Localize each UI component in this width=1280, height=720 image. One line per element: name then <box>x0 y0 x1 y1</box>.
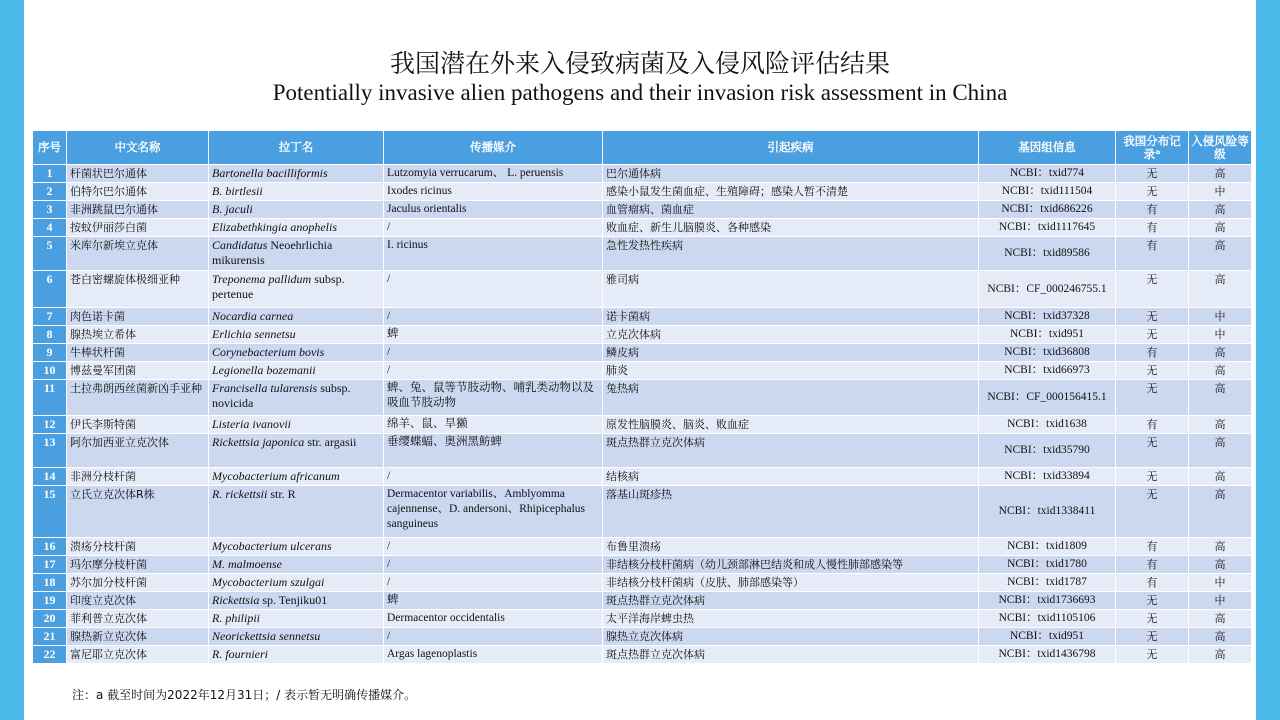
latin-name-italic: Bartonella bacilliformis <box>212 166 328 180</box>
latin-name-italic: Mycobacterium szulgai <box>212 575 325 589</box>
cell-no: 6 <box>33 271 67 308</box>
latin-name-italic: Candidatus <box>212 238 268 252</box>
cell-china-record: 有 <box>1116 237 1189 271</box>
cell-latin-name <box>209 271 384 308</box>
table-row <box>33 183 1252 201</box>
cell-risk-level: 高 <box>1189 219 1252 237</box>
cell-china-record: 无 <box>1116 326 1189 344</box>
cell-vector: I. ricinus <box>384 237 603 271</box>
cell-chinese-name: 印度立克次体 <box>67 592 209 610</box>
header-genome: 基因组信息 <box>979 131 1116 165</box>
cell-vector: 绵羊、鼠、旱獭 <box>384 416 603 434</box>
cell-china-record: 无 <box>1116 380 1189 416</box>
latin-name-italic: Neorickettsia sennetsu <box>212 629 321 643</box>
latin-name-italic: Rickettsia japonica <box>212 435 305 449</box>
cell-genome: NCBI：txid951 <box>979 628 1116 646</box>
table-row <box>33 486 1252 538</box>
cell-china-record: 无 <box>1116 362 1189 380</box>
cell-genome: NCBI：txid1338411 <box>979 486 1116 538</box>
latin-name-italic: M. malmoense <box>212 557 282 571</box>
cell-chinese-name: 杆菌状巴尔通体 <box>67 165 209 183</box>
cell-chinese-name: 土拉弗朗西丝菌新凶手亚种 <box>67 380 209 416</box>
cell-vector: 蜱 <box>384 326 603 344</box>
cell-chinese-name: 牛棒状杆菌 <box>67 344 209 362</box>
latin-name-suffix: subsp. novicida <box>212 381 351 410</box>
cell-chinese-name: 富尼耶立克次体 <box>67 646 209 664</box>
latin-name-italic: Mycobacterium africanum <box>212 469 340 483</box>
cell-risk-level: 中 <box>1189 592 1252 610</box>
cell-latin-name <box>209 344 384 362</box>
cell-risk-level: 高 <box>1189 362 1252 380</box>
cell-genome: NCBI：CF_000156415.1 <box>979 380 1116 416</box>
cell-vector: 蜱 <box>384 592 603 610</box>
cell-china-record: 无 <box>1116 646 1189 664</box>
table-row <box>33 380 1252 416</box>
cell-china-record: 无 <box>1116 592 1189 610</box>
cell-no: 9 <box>33 344 67 362</box>
cell-china-record: 无 <box>1116 271 1189 308</box>
cell-risk-level: 高 <box>1189 434 1252 468</box>
latin-name-suffix: Neoehrlichia mikurensis <box>212 238 333 267</box>
table-row <box>33 362 1252 380</box>
cell-risk-level: 高 <box>1189 468 1252 486</box>
cell-chinese-name: 米库尔新埃立克体 <box>67 237 209 271</box>
cell-china-record: 无 <box>1116 165 1189 183</box>
cell-chinese-name: 伊氏李斯特菌 <box>67 416 209 434</box>
cell-no: 16 <box>33 538 67 556</box>
table-row <box>33 592 1252 610</box>
cell-no: 4 <box>33 219 67 237</box>
cell-vector: / <box>384 468 603 486</box>
cell-genome: NCBI：txid686226 <box>979 201 1116 219</box>
cell-china-record: 有 <box>1116 416 1189 434</box>
header-no: 序号 <box>33 131 67 165</box>
cell-genome: NCBI：txid774 <box>979 165 1116 183</box>
latin-name-italic: Francisella tularensis <box>212 381 318 395</box>
header-vector: 传播媒介 <box>384 131 603 165</box>
cell-genome: NCBI：txid1787 <box>979 574 1116 592</box>
cell-genome: NCBI：txid35790 <box>979 434 1116 468</box>
cell-disease: 兔热病 <box>603 380 979 416</box>
latin-name-italic: B. birtlesii <box>212 184 263 198</box>
cell-china-record: 无 <box>1116 468 1189 486</box>
cell-vector: / <box>384 308 603 326</box>
cell-chinese-name: 按蚊伊丽莎白菌 <box>67 219 209 237</box>
cell-latin-name <box>209 592 384 610</box>
latin-name-suffix: str. argasii <box>304 435 357 449</box>
cell-no: 22 <box>33 646 67 664</box>
cell-china-record: 有 <box>1116 219 1189 237</box>
cell-china-record: 无 <box>1116 434 1189 468</box>
cell-disease: 非结核分枝杆菌病（皮肤、肺部感染等） <box>603 574 979 592</box>
cell-latin-name <box>209 237 384 271</box>
cell-chinese-name: 非洲分枝杆菌 <box>67 468 209 486</box>
table-row <box>33 219 1252 237</box>
cell-china-record: 有 <box>1116 538 1189 556</box>
latin-name-italic: R. philipii <box>212 611 260 625</box>
footnote: 注：a 截至时间为2022年12月31日；/ 表示暂无明确传播媒介。 <box>72 688 417 702</box>
cell-china-record: 有 <box>1116 201 1189 219</box>
cell-latin-name <box>209 468 384 486</box>
cell-disease: 斑点热群立克次体病 <box>603 592 979 610</box>
cell-latin-name <box>209 326 384 344</box>
cell-vector: Dermacentor variabilis、Amblyomma cajennense、D. andersoni、Rhipicephalus sanguineus <box>384 486 603 538</box>
table-row <box>33 201 1252 219</box>
table-row <box>33 468 1252 486</box>
cell-disease: 布鲁里溃疡 <box>603 538 979 556</box>
cell-no: 12 <box>33 416 67 434</box>
cell-china-record: 无 <box>1116 308 1189 326</box>
cell-chinese-name: 博兹曼军团菌 <box>67 362 209 380</box>
cell-risk-level: 高 <box>1189 201 1252 219</box>
header-chinese-name: 中文名称 <box>67 131 209 165</box>
cell-risk-level: 高 <box>1189 486 1252 538</box>
cell-no: 14 <box>33 468 67 486</box>
cell-latin-name <box>209 574 384 592</box>
cell-vector: / <box>384 344 603 362</box>
cell-genome: NCBI：txid1780 <box>979 556 1116 574</box>
cell-latin-name <box>209 308 384 326</box>
cell-no: 1 <box>33 165 67 183</box>
cell-china-record: 无 <box>1116 183 1189 201</box>
latin-name-italic: Elizabethkingia anophelis <box>212 220 337 234</box>
cell-latin-name <box>209 538 384 556</box>
header-latin-name: 拉丁名 <box>209 131 384 165</box>
latin-name-italic: Treponema pallidum <box>212 272 312 286</box>
latin-name-italic: Mycobacterium ulcerans <box>212 539 332 553</box>
cell-china-record: 有 <box>1116 344 1189 362</box>
cell-vector: Dermacentor occidentalis <box>384 610 603 628</box>
cell-risk-level: 中 <box>1189 183 1252 201</box>
cell-latin-name <box>209 362 384 380</box>
cell-no: 21 <box>33 628 67 646</box>
cell-risk-level: 高 <box>1189 628 1252 646</box>
cell-vector: / <box>384 556 603 574</box>
cell-vector: 蜱、兔、鼠等节肢动物、哺乳类动物以及吸血节肢动物 <box>384 380 603 416</box>
cell-disease: 肺炎 <box>603 362 979 380</box>
latin-name-suffix: str. R <box>267 487 296 501</box>
latin-name-italic: Erlichia sennetsu <box>212 327 296 341</box>
cell-genome: NCBI：txid951 <box>979 326 1116 344</box>
cell-chinese-name: 立氏立克次体R株 <box>67 486 209 538</box>
cell-china-record: 无 <box>1116 486 1189 538</box>
cell-vector: Jaculus orientalis <box>384 201 603 219</box>
cell-risk-level: 高 <box>1189 556 1252 574</box>
cell-genome: NCBI：txid111504 <box>979 183 1116 201</box>
cell-disease: 急性发热性疾病 <box>603 237 979 271</box>
cell-disease: 斑点热群立克次体病 <box>603 646 979 664</box>
cell-disease: 败血症、新生儿脑膜炎、各种感染 <box>603 219 979 237</box>
title-english: Potentially invasive alien pathogens and their invasion risk assessment in China <box>272 80 1008 105</box>
cell-risk-level: 高 <box>1189 271 1252 308</box>
cell-risk-level: 高 <box>1189 344 1252 362</box>
cell-no: 8 <box>33 326 67 344</box>
cell-disease: 血管瘤病、菌血症 <box>603 201 979 219</box>
cell-genome: NCBI：txid1436798 <box>979 646 1116 664</box>
cell-genome: NCBI：txid33894 <box>979 468 1116 486</box>
cell-risk-level: 中 <box>1189 326 1252 344</box>
cell-risk-level: 中 <box>1189 308 1252 326</box>
cell-latin-name <box>209 434 384 468</box>
cell-latin-name <box>209 380 384 416</box>
cell-latin-name <box>209 486 384 538</box>
cell-disease: 结核病 <box>603 468 979 486</box>
cell-no: 11 <box>33 380 67 416</box>
table-row <box>33 556 1252 574</box>
cell-genome: NCBI：txid66973 <box>979 362 1116 380</box>
cell-no: 3 <box>33 201 67 219</box>
table-row <box>33 165 1252 183</box>
cell-china-record: 无 <box>1116 628 1189 646</box>
cell-no: 18 <box>33 574 67 592</box>
cell-genome: NCBI：txid1105106 <box>979 610 1116 628</box>
cell-disease: 腺热立克次体病 <box>603 628 979 646</box>
header-disease: 引起疾病 <box>603 131 979 165</box>
cell-chinese-name: 伯特尔巴尔通体 <box>67 183 209 201</box>
table-row <box>33 326 1252 344</box>
cell-chinese-name: 非洲跳鼠巴尔通体 <box>67 201 209 219</box>
latin-name-italic: Listeria ivanovii <box>212 417 291 431</box>
cell-latin-name <box>209 183 384 201</box>
cell-disease: 诺卡菌病 <box>603 308 979 326</box>
cell-vector: / <box>384 219 603 237</box>
table-row <box>33 610 1252 628</box>
cell-genome: NCBI：txid1736693 <box>979 592 1116 610</box>
latin-name-italic: Corynebacterium bovis <box>212 345 325 359</box>
cell-chinese-name: 肉色诺卡菌 <box>67 308 209 326</box>
table-row <box>33 434 1252 468</box>
latin-name-italic: R. fournieri <box>212 647 268 661</box>
cell-chinese-name: 玛尔摩分枝杆菌 <box>67 556 209 574</box>
cell-no: 7 <box>33 308 67 326</box>
cell-genome: NCBI：txid1638 <box>979 416 1116 434</box>
cell-risk-level: 高 <box>1189 380 1252 416</box>
latin-name-italic: Legionella bozemanii <box>212 363 316 377</box>
cell-risk-level: 高 <box>1189 165 1252 183</box>
cell-disease: 雅司病 <box>603 271 979 308</box>
cell-risk-level: 中 <box>1189 574 1252 592</box>
cell-vector: Lutzomyia verrucarum、 L. peruensis <box>384 165 603 183</box>
table-row <box>33 271 1252 308</box>
cell-no: 13 <box>33 434 67 468</box>
cell-latin-name <box>209 610 384 628</box>
cell-vector: Argas lagenoplastis <box>384 646 603 664</box>
cell-risk-level: 高 <box>1189 646 1252 664</box>
cell-vector: 垂缨蝶蝠、奥洲黑鲂蜱 <box>384 434 603 468</box>
table-row <box>33 538 1252 556</box>
cell-no: 2 <box>33 183 67 201</box>
cell-vector: / <box>384 362 603 380</box>
cell-vector: / <box>384 271 603 308</box>
title-chinese: 我国潜在外来入侵致病菌及入侵风险评估结果 <box>389 49 890 78</box>
table-row <box>33 308 1252 326</box>
table-row <box>33 646 1252 664</box>
cell-no: 5 <box>33 237 67 271</box>
cell-no: 15 <box>33 486 67 538</box>
latin-name-suffix: sp. Tenjiku01 <box>259 593 328 607</box>
cell-chinese-name: 溃疡分枝杆菌 <box>67 538 209 556</box>
cell-china-record: 有 <box>1116 574 1189 592</box>
latin-name-suffix: subsp. pertenue <box>212 272 345 301</box>
table-row <box>33 344 1252 362</box>
cell-latin-name <box>209 628 384 646</box>
slide <box>24 0 1256 720</box>
cell-disease: 斑点热群立克次体病 <box>603 434 979 468</box>
cell-latin-name <box>209 646 384 664</box>
cell-latin-name <box>209 201 384 219</box>
cell-latin-name <box>209 556 384 574</box>
cell-risk-level: 高 <box>1189 237 1252 271</box>
cell-disease: 巴尔通体病 <box>603 165 979 183</box>
latin-name-italic: B. jaculi <box>212 202 253 216</box>
cell-disease: 太平洋海岸蜱虫热 <box>603 610 979 628</box>
cell-disease: 落基山斑疹热 <box>603 486 979 538</box>
cell-chinese-name: 苏尔加分枝杆菌 <box>67 574 209 592</box>
latin-name-italic: Rickettsia <box>212 593 260 607</box>
cell-genome: NCBI：txid89586 <box>979 237 1116 271</box>
cell-no: 19 <box>33 592 67 610</box>
header-china-record: 我国分布记录ᵃ <box>1116 131 1189 165</box>
cell-disease: 感染小鼠发生菌血症、生殖障碍；感染人暂不清楚 <box>603 183 979 201</box>
cell-genome: NCBI：txid1809 <box>979 538 1116 556</box>
table-row <box>33 628 1252 646</box>
table-row <box>33 574 1252 592</box>
cell-disease: 原发性脑膜炎、脑炎、败血症 <box>603 416 979 434</box>
cell-no: 10 <box>33 362 67 380</box>
cell-vector: / <box>384 574 603 592</box>
cell-disease: 非结核分枝杆菌病（幼儿颈部淋巴结炎和成人慢性肺部感染等 <box>603 556 979 574</box>
cell-china-record: 无 <box>1116 610 1189 628</box>
latin-name-italic: Nocardia carnea <box>212 309 294 323</box>
cell-vector: / <box>384 538 603 556</box>
cell-risk-level: 高 <box>1189 538 1252 556</box>
cell-chinese-name: 苍白密螺旋体极细亚种 <box>67 271 209 308</box>
cell-no: 17 <box>33 556 67 574</box>
cell-chinese-name: 阿尔加西亚立克次体 <box>67 434 209 468</box>
cell-chinese-name: 菲利普立克次体 <box>67 610 209 628</box>
pathogen-table <box>32 130 1252 664</box>
cell-risk-level: 高 <box>1189 416 1252 434</box>
cell-vector: / <box>384 628 603 646</box>
cell-risk-level: 高 <box>1189 610 1252 628</box>
cell-latin-name <box>209 165 384 183</box>
table-row <box>33 416 1252 434</box>
cell-disease: 鳞皮病 <box>603 344 979 362</box>
cell-no: 20 <box>33 610 67 628</box>
cell-genome: NCBI：CF_000246755.1 <box>979 271 1116 308</box>
cell-latin-name <box>209 219 384 237</box>
cell-genome: NCBI：txid37328 <box>979 308 1116 326</box>
cell-genome: NCBI：txid36808 <box>979 344 1116 362</box>
cell-chinese-name: 腺热新立克次体 <box>67 628 209 646</box>
latin-name-italic: R. rickettsii <box>212 487 268 501</box>
cell-disease: 立克次体病 <box>603 326 979 344</box>
cell-latin-name <box>209 416 384 434</box>
cell-vector: Ixodes ricinus <box>384 183 603 201</box>
cell-genome: NCBI：txid1117645 <box>979 219 1116 237</box>
table-header-row <box>33 131 1252 165</box>
cell-chinese-name: 腺热埃立希体 <box>67 326 209 344</box>
cell-china-record: 有 <box>1116 556 1189 574</box>
table-row <box>33 237 1252 271</box>
header-risk-level: 入侵风险等级 <box>1189 131 1252 165</box>
